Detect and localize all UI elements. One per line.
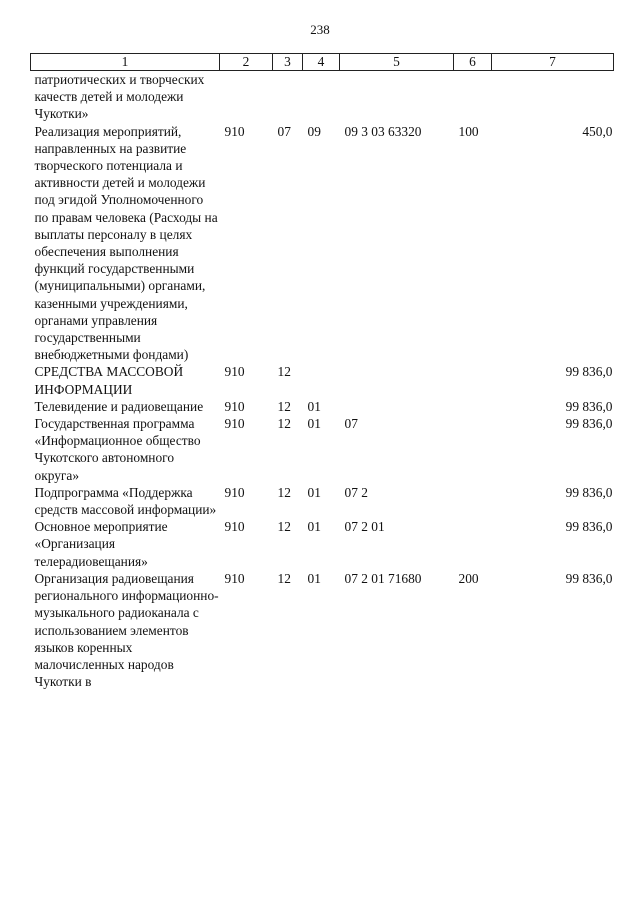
row-subsection [303, 71, 340, 123]
row-grbs: 910 [224, 570, 245, 586]
header-row [31, 54, 614, 71]
row-section: 12 [277, 416, 291, 432]
column-header-2: 2 [220, 54, 273, 71]
row-target-article [340, 398, 454, 415]
row-subsection: 01 [307, 484, 321, 500]
row-grbs [220, 71, 273, 123]
row-section: 12 [277, 484, 291, 500]
row-expense-type: 100 [458, 123, 479, 139]
row-amount [492, 71, 614, 123]
row-subsection: 01 [307, 519, 321, 535]
row-grbs: 910 [224, 364, 245, 380]
row-amount: 99 836,0 [565, 519, 613, 535]
table-row [31, 123, 614, 364]
row-name: патриотических и творческих качеств детей и молодежи Чукотки» [34, 72, 205, 122]
row-grbs: 910 [224, 416, 245, 432]
table-body [31, 71, 614, 691]
row-grbs: 910 [224, 484, 245, 500]
row-name: СРЕДСТВА МАССОВОЙ ИНФОРМАЦИИ [34, 364, 184, 397]
table-row [31, 484, 614, 518]
table-header [31, 54, 614, 71]
row-section [273, 71, 303, 123]
row-name: Государственная программа «Информационное общество Чукотского автономного округа» [34, 416, 201, 483]
row-name: Организация радиовещания регионального информационно-музыкального радиоканала с использованием элементов языков коренных малочисленных народов Чукотки в [34, 570, 219, 690]
row-section: 07 [277, 123, 291, 139]
row-expense-type [454, 484, 492, 518]
column-header-1: 1 [31, 54, 220, 71]
row-subsection [303, 363, 340, 397]
row-amount: 450,0 [582, 123, 613, 139]
row-expense-type [454, 518, 492, 570]
table-row [31, 398, 614, 415]
row-section: 12 [277, 398, 291, 414]
column-header-6: 6 [454, 54, 492, 71]
row-target-article: 09 3 03 63320 [344, 123, 422, 139]
row-amount: 99 836,0 [565, 484, 613, 500]
column-header-3: 3 [273, 54, 303, 71]
page-number: 238 [310, 22, 330, 37]
row-section: 12 [277, 519, 291, 535]
row-name: Телевидение и радиовещание [34, 398, 204, 414]
row-target-article: 07 [344, 416, 358, 432]
table-row [31, 570, 614, 690]
row-expense-type [454, 71, 492, 123]
row-section: 12 [277, 570, 291, 586]
row-name: Подпрограмма «Поддержка средств массовой информации» [34, 484, 217, 518]
row-section: 12 [277, 364, 291, 380]
row-target-article: 07 2 01 [344, 519, 385, 535]
column-header-7: 7 [492, 54, 614, 71]
row-target-article: 07 2 01 71680 [344, 570, 422, 586]
table-row [31, 415, 614, 484]
row-subsection: 01 [307, 416, 321, 432]
row-amount: 99 836,0 [565, 398, 613, 414]
row-subsection: 09 [307, 123, 321, 139]
row-target-article [340, 363, 454, 397]
row-amount: 99 836,0 [565, 364, 613, 380]
column-header-5: 5 [340, 54, 454, 71]
table-row [31, 363, 614, 397]
row-amount: 99 836,0 [565, 416, 613, 432]
row-expense-type [454, 398, 492, 415]
row-expense-type: 200 [458, 570, 479, 586]
table-row [31, 71, 614, 123]
row-name: Основное мероприятие «Организация телерадиовещания» [34, 519, 168, 569]
column-header-4: 4 [303, 54, 340, 71]
row-expense-type [454, 363, 492, 397]
row-grbs: 910 [224, 123, 245, 139]
table-row [31, 518, 614, 570]
row-amount: 99 836,0 [565, 570, 613, 586]
row-name: Реализация мероприятий, направленных на развитие творческого потенциала и активности детей и молодежи под эгидой Уполномоченного по правам человека (Расходы на выплаты персоналу в целях обеспечения выполнения функций государственными (муниципальными) органами, казенными учреждениями, органами управления государственными внебюджетными фондами) [34, 123, 218, 363]
budget-table [30, 53, 614, 690]
row-expense-type [454, 415, 492, 484]
row-grbs: 910 [224, 398, 245, 414]
row-grbs: 910 [224, 519, 245, 535]
row-subsection: 01 [307, 398, 321, 414]
row-subsection: 01 [307, 570, 321, 586]
row-target-article: 07 2 [344, 484, 368, 500]
row-target-article [340, 71, 454, 123]
